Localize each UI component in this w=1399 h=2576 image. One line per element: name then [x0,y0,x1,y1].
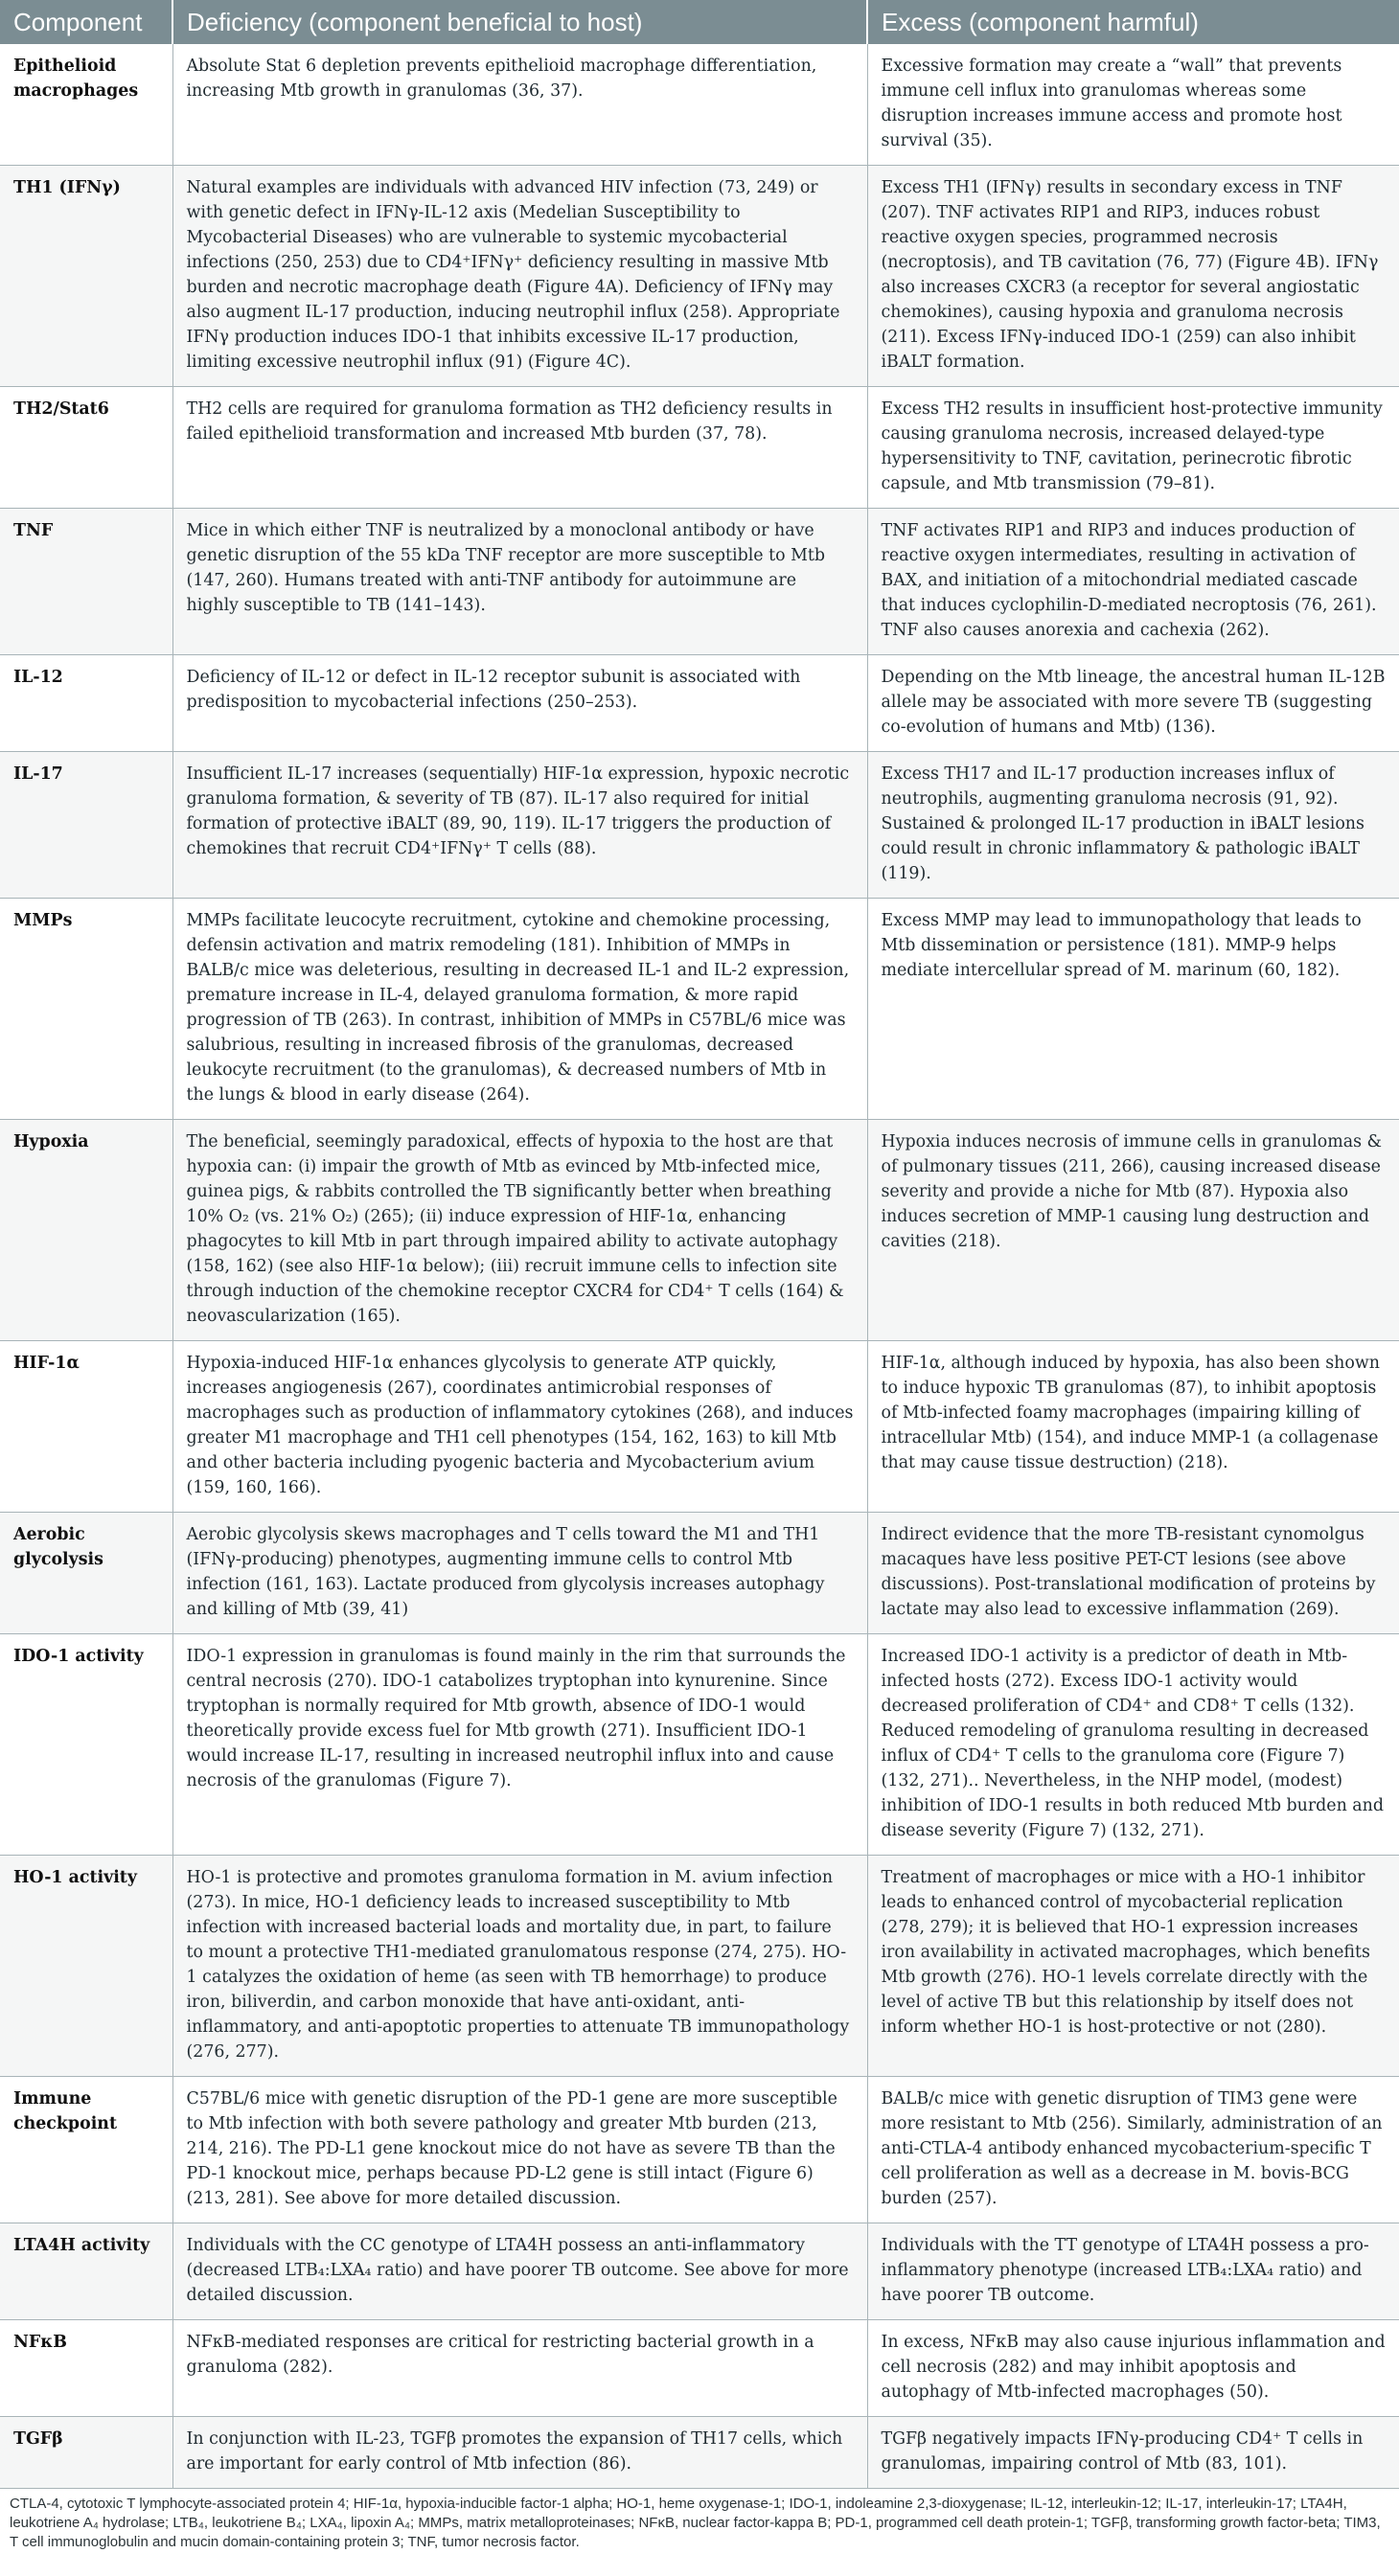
excess-cell: Excess TH1 (IFNγ) results in secondary excess in TNF (207). TNF activates RIP1 and RIP3, induces robust reactive oxygen species, programmed necrosis (necroptosis), and TB cavitation (76, 77) (Figure 4B). IFNγ also increases CXCR3 (a receptor for several angiostatic chemokines), causing hypoxia and granuloma necrosis (211). Excess IFNγ-induced IDO-1 (259) can also inhibit iBALT formation. [867,166,1399,387]
table-row [0,2320,1399,2417]
excess-cell: Individuals with the TT genotype of LTA4H possess a pro-inflammatory phenotype (increased LTB₄:LXA₄ ratio) and have poorer TB outcome. [867,2223,1399,2320]
component-cell: Immune checkpoint [0,2077,172,2223]
component-cell: TH2/Stat6 [0,387,172,509]
component-cell: IDO-1 activity [0,1634,172,1856]
excess-cell: Indirect evidence that the more TB-resistant cynomolgus macaques have less positive PET-CT lesions (see above discussions). Post-translational modification of proteins by lactate may also lead to excessive inflammation (269). [867,1513,1399,1634]
deficiency-cell: IDO-1 expression in granulomas is found mainly in the rim that surrounds the central necrosis (270). IDO-1 catabolizes tryptophan into kynurenine. Since tryptophan is normally required for Mtb growth, absence of IDO-1 would theoretically provide excess fuel for Mtb growth (271). Insufficient IDO-1 would increase IL-17, resulting in increased neutrophil influx into and cause necrosis of the granulomas (Figure 7). [172,1634,867,1856]
component-cell: TH1 (IFNγ) [0,166,172,387]
deficiency-cell: The beneficial, seemingly paradoxical, effects of hypoxia to the host are that hypoxia can: (i) impair the growth of Mtb as evinced by Mtb-infected mice, guinea pigs, & rabbits controlled the TB significantly better when breathing 10% O₂ (vs. 21% O₂) (265); (ii) induce expression of HIF-1α, enhancing phagocytes to kill Mtb in part through impaired ability to activate autophagy (158, 162) (see also HIF-1α below); (iii) recruit immune cells to infection site through induction of the chemokine receptor CXCR4 for CD4⁺ T cells (164) & neovascularization (165). [172,1120,867,1341]
component-cell: Hypoxia [0,1120,172,1341]
deficiency-cell: In conjunction with IL-23, TGFβ promotes the expansion of TH17 cells, which are important for early control of Mtb infection (86). [172,2417,867,2489]
table-row [0,44,1399,166]
excess-cell: Hypoxia induces necrosis of immune cells in granulomas & of pulmonary tissues (211, 266), causing increased disease severity and provide a niche for Mtb (87). Hypoxia also induces secretion of MMP-1 causing lung destruction and cavities (218). [867,1120,1399,1341]
component-cell: HIF-1α [0,1341,172,1513]
table-row [0,899,1399,1120]
deficiency-cell: Absolute Stat 6 depletion prevents epithelioid macrophage differentiation, increasing Mtb growth in granulomas (36, 37). [172,44,867,166]
deficiency-cell: C57BL/6 mice with genetic disruption of the PD-1 gene are more susceptible to Mtb infection with both severe pathology and greater Mtb burden (213, 214, 216). The PD-L1 gene knockout mice do not have as severe TB than the PD-1 knockout mice, perhaps because PD-L2 gene is still intact (Figure 6) (213, 281). See above for more detailed discussion. [172,2077,867,2223]
deficiency-cell: Mice in which either TNF is neutralized by a monoclonal antibody or have genetic disruption of the 55 kDa TNF receptor are more susceptible to Mtb (147, 260). Humans treated with anti-TNF antibody for autoimmune are highly susceptible to TB (141–143). [172,509,867,655]
component-cell: IL-17 [0,752,172,899]
table-row [0,1856,1399,2077]
header-component: Component [0,0,172,44]
table-row [0,2417,1399,2489]
table-row [0,2223,1399,2320]
component-cell: Aerobic glycolysis [0,1513,172,1634]
table-row [0,166,1399,387]
table-row [0,387,1399,509]
component-cell: IL-12 [0,655,172,752]
excess-cell: Increased IDO-1 activity is a predictor of death in Mtb-infected hosts (272). Excess IDO-1 activity would decreased proliferation of CD4⁺ and CD8⁺ T cells (132). Reduced remodeling of granuloma resulting in decreased influx of CD4⁺ T cells to the granuloma core (Figure 7) (132, 271).. Nevertheless, in the NHP model, (modest) inhibition of IDO-1 results in both reduced Mtb burden and disease severity (Figure 7) (132, 271). [867,1634,1399,1856]
excess-cell: In excess, NFκB may also cause injurious inflammation and cell necrosis (282) and may inhibit apoptosis and autophagy of Mtb-infected macrophages (50). [867,2320,1399,2417]
excess-cell: Excess MMP may lead to immunopathology that leads to Mtb dissemination or persistence (181). MMP-9 helps mediate intercellular spread of M. marinum (60, 182). [867,899,1399,1120]
table-row [0,2077,1399,2223]
component-cell: Epithelioid macrophages [0,44,172,166]
table-row [0,1120,1399,1341]
excess-cell: BALB/c mice with genetic disruption of TIM3 gene were more resistant to Mtb (256). Similarly, administration of an anti-CTLA-4 antibody enhanced mycobacterium-specific T cell proliferation as well as a decrease in M. bovis-BCG burden (257). [867,2077,1399,2223]
table-footnote: CTLA-4, cytotoxic T lymphocyte-associated protein 4; HIF-1α, hypoxia-inducible factor-1 alpha; HO-1, heme oxygenase-1; IDO-1, indoleamine 2,3-dioxygenase; IL-12, interleukin-12; IL-17, interleukin-17; LTA4H, leukotriene A₄ hydrolase; LTB₄, leukotriene B₄; LXA₄, lipoxin A₄; MMPs, matrix metalloproteinases; NFκB, nuclear factor-kappa B; PD-1, programmed cell death protein-1; TGFβ, transforming growth factor-beta; TIM3, T cell immunoglobulin and mucin domain-containing protein 3; TNF, tumor necrosis factor. [10,2496,1381,2550]
deficiency-cell: MMPs facilitate leucocyte recruitment, cytokine and chemokine processing, defensin activation and matrix remodeling (181). Inhibition of MMPs in BALB/c mice was deleterious, resulting in decreased IL-1 and IL-2 expression, premature increase in IL-4, delayed granuloma formation, & more rapid progression of TB (263). In contrast, inhibition of MMPs in C57BL/6 mice was salubrious, resulting in increased fibrosis of the granulomas, decreased leukocyte recruitment (to the granulomas), & decreased numbers of Mtb in the lungs & blood in early disease (264). [172,899,867,1120]
deficiency-cell: Hypoxia-induced HIF-1α enhances glycolysis to generate ATP quickly, increases angiogenesis (267), coordinates antimicrobial responses of macrophages such as production of inflammatory cytokines (268), and induces greater M1 macrophage and TH1 cell phenotypes (154, 162, 163) to kill Mtb and other bacteria including pyogenic bacteria and Mycobacterium avium (159, 160, 166). [172,1341,867,1513]
excess-cell: Excess TH17 and IL-17 production increases influx of neutrophils, augmenting granuloma necrosis (91, 92). Sustained & prolonged IL-17 production in iBALT lesions could result in chronic inflammatory & pathologic iBALT (119). [867,752,1399,899]
deficiency-cell: Aerobic glycolysis skews macrophages and T cells toward the M1 and TH1 (IFNγ-producing) phenotypes, augmenting immune cells to control Mtb infection (161, 163). Lactate produced from glycolysis increases autophagy and killing of Mtb (39, 41) [172,1513,867,1634]
component-cell: LTA4H activity [0,2223,172,2320]
excess-cell: HIF-1α, although induced by hypoxia, has also been shown to induce hypoxic TB granulomas (87), to inhibit apoptosis of Mtb-infected foamy macrophages (impairing killing of intracellular Mtb) (154), and induce MMP-1 (a collagenase that may cause tissue destruction) (218). [867,1341,1399,1513]
table-row [0,1341,1399,1513]
table-row [0,509,1399,655]
component-cell: TNF [0,509,172,655]
component-cell: TGFβ [0,2417,172,2489]
excess-cell: Excess TH2 results in insufficient host-protective immunity causing granuloma necrosis, increased delayed-type hypersensitivity to TNF, cavitation, perinecrotic fibrotic capsule, and Mtb transmission (79–81). [867,387,1399,509]
deficiency-cell: HO-1 is protective and promotes granuloma formation in M. avium infection (273). In mice, HO-1 deficiency leads to increased susceptibility to Mtb infection with increased bacterial loads and mortality due, in part, to failure to mount a protective TH1-mediated granulomatous response (274, 275). HO-1 catalyzes the oxidation of heme (as seen with TB hemorrhage) to produce iron, biliverdin, and carbon monoxide that have anti-oxidant, anti-inflammatory, and anti-apoptotic properties to attenuate TB immunopathology (276, 277). [172,1856,867,2077]
table-row [0,655,1399,752]
excess-cell: TGFβ negatively impacts IFNγ-producing CD4⁺ T cells in granulomas, impairing control of Mtb (83, 101). [867,2417,1399,2489]
table-row [0,752,1399,899]
deficiency-cell: TH2 cells are required for granuloma formation as TH2 deficiency results in failed epithelioid transformation and increased Mtb burden (37, 78). [172,387,867,509]
excess-cell: Depending on the Mtb lineage, the ancestral human IL-12B allele may be associated with more severe TB (suggesting co-evolution of humans and Mtb) (136). [867,655,1399,752]
component-cell: MMPs [0,899,172,1120]
component-cell: NFκB [0,2320,172,2417]
excess-cell: Treatment of macrophages or mice with a HO-1 inhibitor leads to enhanced control of mycobacterial replication (278, 279); it is believed that HO-1 expression increases iron availability in activated macrophages, which benefits Mtb growth (276). HO-1 levels correlate directly with the level of active TB but this relationship by itself does not inform whether HO-1 is host-protective or not (280). [867,1856,1399,2077]
deficiency-cell: Insufficient IL-17 increases (sequentially) HIF-1α expression, hypoxic necrotic granuloma formation, & severity of TB (87). IL-17 also required for initial formation of protective iBALT (89, 90, 119). IL-17 triggers the production of chemokines that recruit CD4⁺IFNγ⁺ T cells (88). [172,752,867,899]
header-excess: Excess (component harmful) [867,0,1399,44]
deficiency-cell: Deficiency of IL-12 or defect in IL-12 receptor subunit is associated with predisposition to mycobacterial infections (250–253). [172,655,867,752]
excess-cell: TNF activates RIP1 and RIP3 and induces production of reactive oxygen intermediates, resulting in activation of BAX, and initiation of a mitochondrial mediated cascade that induces cyclophilin-D-mediated necroptosis (76, 261). TNF also causes anorexia and cachexia (262). [867,509,1399,655]
header-deficiency: Deficiency (component beneficial to host) [172,0,867,44]
table-row [0,1513,1399,1634]
table-row [0,1634,1399,1856]
deficiency-cell: Individuals with the CC genotype of LTA4H possess an anti-inflammatory (decreased LTB₄:LXA₄ ratio) and have poorer TB outcome. See above for more detailed discussion. [172,2223,867,2320]
excess-cell: Excessive formation may create a “wall” that prevents immune cell influx into granulomas whereas some disruption increases immune access and promote host survival (35). [867,44,1399,166]
deficiency-cell: Natural examples are individuals with advanced HIV infection (73, 249) or with genetic defect in IFNγ-IL-12 axis (Medelian Susceptibility to Mycobacterial Diseases) who are vulnerable to systemic mycobacterial infections (250, 253) due to CD4⁺IFNγ⁺ deficiency resulting in massive Mtb burden and necrotic macrophage death (Figure 4A). Deficiency of IFNγ may also augment IL-17 production, inducing neutrophil influx (258). Appropriate IFNγ production induces IDO-1 that inhibits excessive IL-17 production, limiting excessive neutrophil influx (91) (Figure 4C). [172,166,867,387]
table-header-row [0,0,1399,44]
deficiency-cell: NFκB-mediated responses are critical for restricting bacterial growth in a granuloma (282). [172,2320,867,2417]
component-cell: HO-1 activity [0,1856,172,2077]
